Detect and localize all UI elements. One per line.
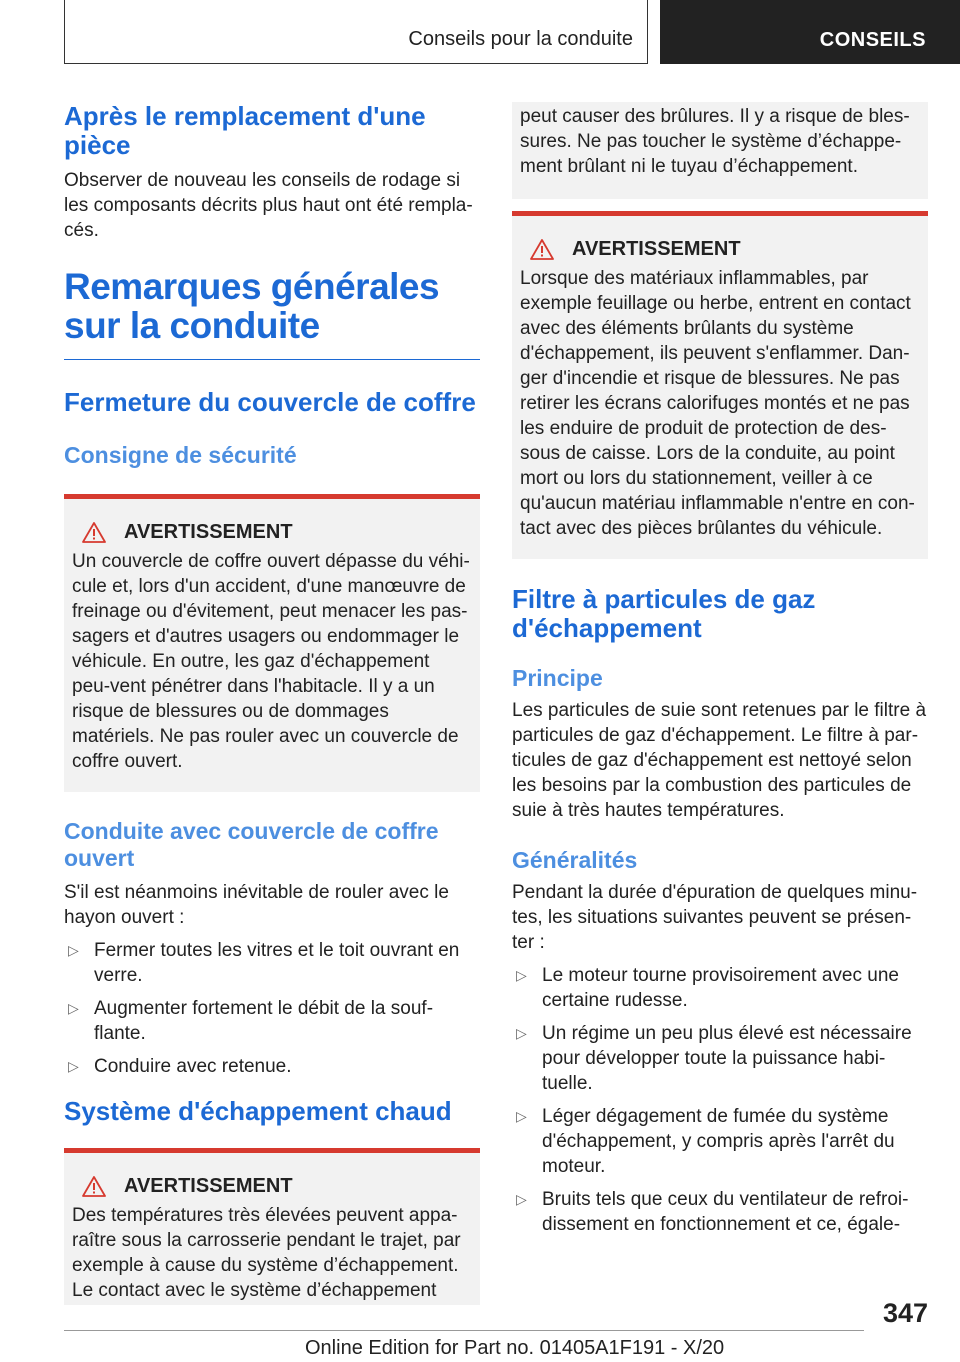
warning-triangle-icon (82, 1176, 106, 1197)
warning-text: Un couvercle de coffre ouvert dépasse du véhi‐cule et, lors d'un accident, d'une manœuvre de freinage ou d'évitement, peut menacer les pas‐sagers et d'autres usagers ou endommager le véhicule. En outre, les gaz d'échappement peu‐vent pénétrer dans l'habitacle. Il y a un risque de blessures ou de dommages matériels. Ne pas rouler avec un couvercle de coffre ouvert. (72, 551, 470, 772)
left-column (64, 102, 480, 1305)
triangle-bullet-icon: ▷ (68, 942, 79, 958)
list-item: ▷ Conduire avec retenue. (68, 1056, 292, 1077)
triangle-bullet-icon: ▷ (516, 1108, 527, 1124)
warning-text: Des températures très élevées peuvent appa‐raître sous la carrosserie pendant le trajet, par exemple à cause du système d’échappement. Le contact avec le système d’échappement (72, 1205, 461, 1301)
warning-text: Lorsque des matériaux inflammables, par exemple feuillage ou herbe, entrent en contact avec des éléments brûlants du système d'échappement, ils peuvent s'enflammer. Dan‐ger d'incendie et risque de blessures. Ne pas retirer les écrans calorifuges montés et ne pas les enduire de produit de protection de des‐sous de caisse. Lors de la conduite, au point mort ou lors du stationnement, veiller à ce qu'aucun matériau inflammable n'entre en con‐tact avec des pièces brûlantes du véhicule. (520, 268, 915, 539)
chapter-label: CONSEILS (819, 29, 926, 51)
warning-triangle-icon (530, 239, 554, 260)
warning-header (520, 236, 920, 262)
warning-header (72, 519, 472, 545)
heading-general-remarks: Remarques générales sur la conduite (64, 266, 440, 346)
paragraph-open-trunk: S'il est néanmoins inévitable de rouler avec le hayon ouvert : (64, 882, 449, 928)
header-left (64, 0, 648, 64)
subheading-open-trunk: Conduite avec couvercle de coffre ouvert (64, 818, 439, 871)
list-item: ▷ Léger dégagement de fumée du système d'échappement, y compris après l'arrêt du moteur. (516, 1106, 895, 1177)
list-item: ▷ Un régime un peu plus élevé est nécessaire pour développer toute la puissance habi‐tuelle. (516, 1023, 912, 1094)
list-item: ▷ Augmenter fortement le débit de la souf‐flante. (68, 998, 434, 1044)
paragraph-principle: Les particules de suie sont retenues par le filtre à particules de gaz d'échappement. Le filtre à par‐ticules de gaz d'échappement est nettoyé selon les besoins par la combustion des particules de suie à très hautes températures. (512, 700, 927, 821)
list-open-trunk (64, 938, 480, 1079)
paragraph-after-replacement: Observer de nouveau les conseils de rodage si les composants décrits plus haut ont été rempla‐cés. (64, 170, 473, 241)
heading-rule (64, 359, 480, 360)
triangle-bullet-icon: ▷ (68, 1000, 79, 1016)
warning-box-exhaust-continued (512, 102, 928, 199)
triangle-bullet-icon: ▷ (516, 1025, 527, 1041)
warning-header (72, 1173, 472, 1199)
heading-after-replacement: Après le remplacement d'une pièce (64, 101, 426, 160)
paragraph-general: Pendant la durée d'épuration de quelques minu‐tes, les situations suivantes peuvent se présen‐ter : (512, 882, 918, 953)
page-number: 347 (882, 1298, 928, 1328)
list-item: ▷ Le moteur tourne provisoirement avec une certaine rudesse. (516, 965, 899, 1011)
header-right (660, 0, 960, 64)
subheading-general: Généralités (512, 847, 638, 873)
right-column (512, 102, 928, 1245)
list-item: ▷ Fermer toutes les vitres et le toit ouvrant en verre. (68, 940, 460, 986)
warning-title: AVERTISSEMENT (124, 1175, 293, 1197)
subheading-safety: Consigne de sécurité (64, 442, 297, 468)
heading-trunk-lid: Fermeture du couvercle de coffre (64, 387, 476, 417)
section-title: Conseils pour la conduite (408, 28, 633, 50)
list-general (512, 963, 928, 1237)
triangle-bullet-icon: ▷ (68, 1058, 79, 1074)
warning-text: peut causer des brûlures. Il y a risque de bles‐sures. Ne pas toucher le système d’échappe‐ment brûlant ni le tuyau d’échappement. (520, 106, 910, 177)
footer-edition: Online Edition for Part no. 01405A1F191 - X/20 (305, 1337, 725, 1359)
triangle-bullet-icon: ▷ (516, 967, 527, 983)
warning-title: AVERTISSEMENT (572, 238, 741, 260)
subheading-principle: Principe (512, 665, 603, 691)
list-item: ▷ Bruits tels que ceux du ventilateur de refroi‐dissement en fonctionnement et ce, égale‐ (516, 1189, 909, 1235)
warning-title: AVERTISSEMENT (124, 521, 293, 543)
footer-rule (64, 1330, 864, 1331)
warning-box-exhaust (64, 1148, 480, 1305)
warning-triangle-icon (82, 522, 106, 543)
heading-particulate-filter: Filtre à particules de gaz d'échappement (512, 584, 816, 643)
heading-hot-exhaust: Système d'échappement chaud (64, 1096, 452, 1126)
warning-box-trunk (64, 494, 480, 792)
warning-box-flammable (512, 211, 928, 559)
triangle-bullet-icon: ▷ (516, 1191, 527, 1207)
